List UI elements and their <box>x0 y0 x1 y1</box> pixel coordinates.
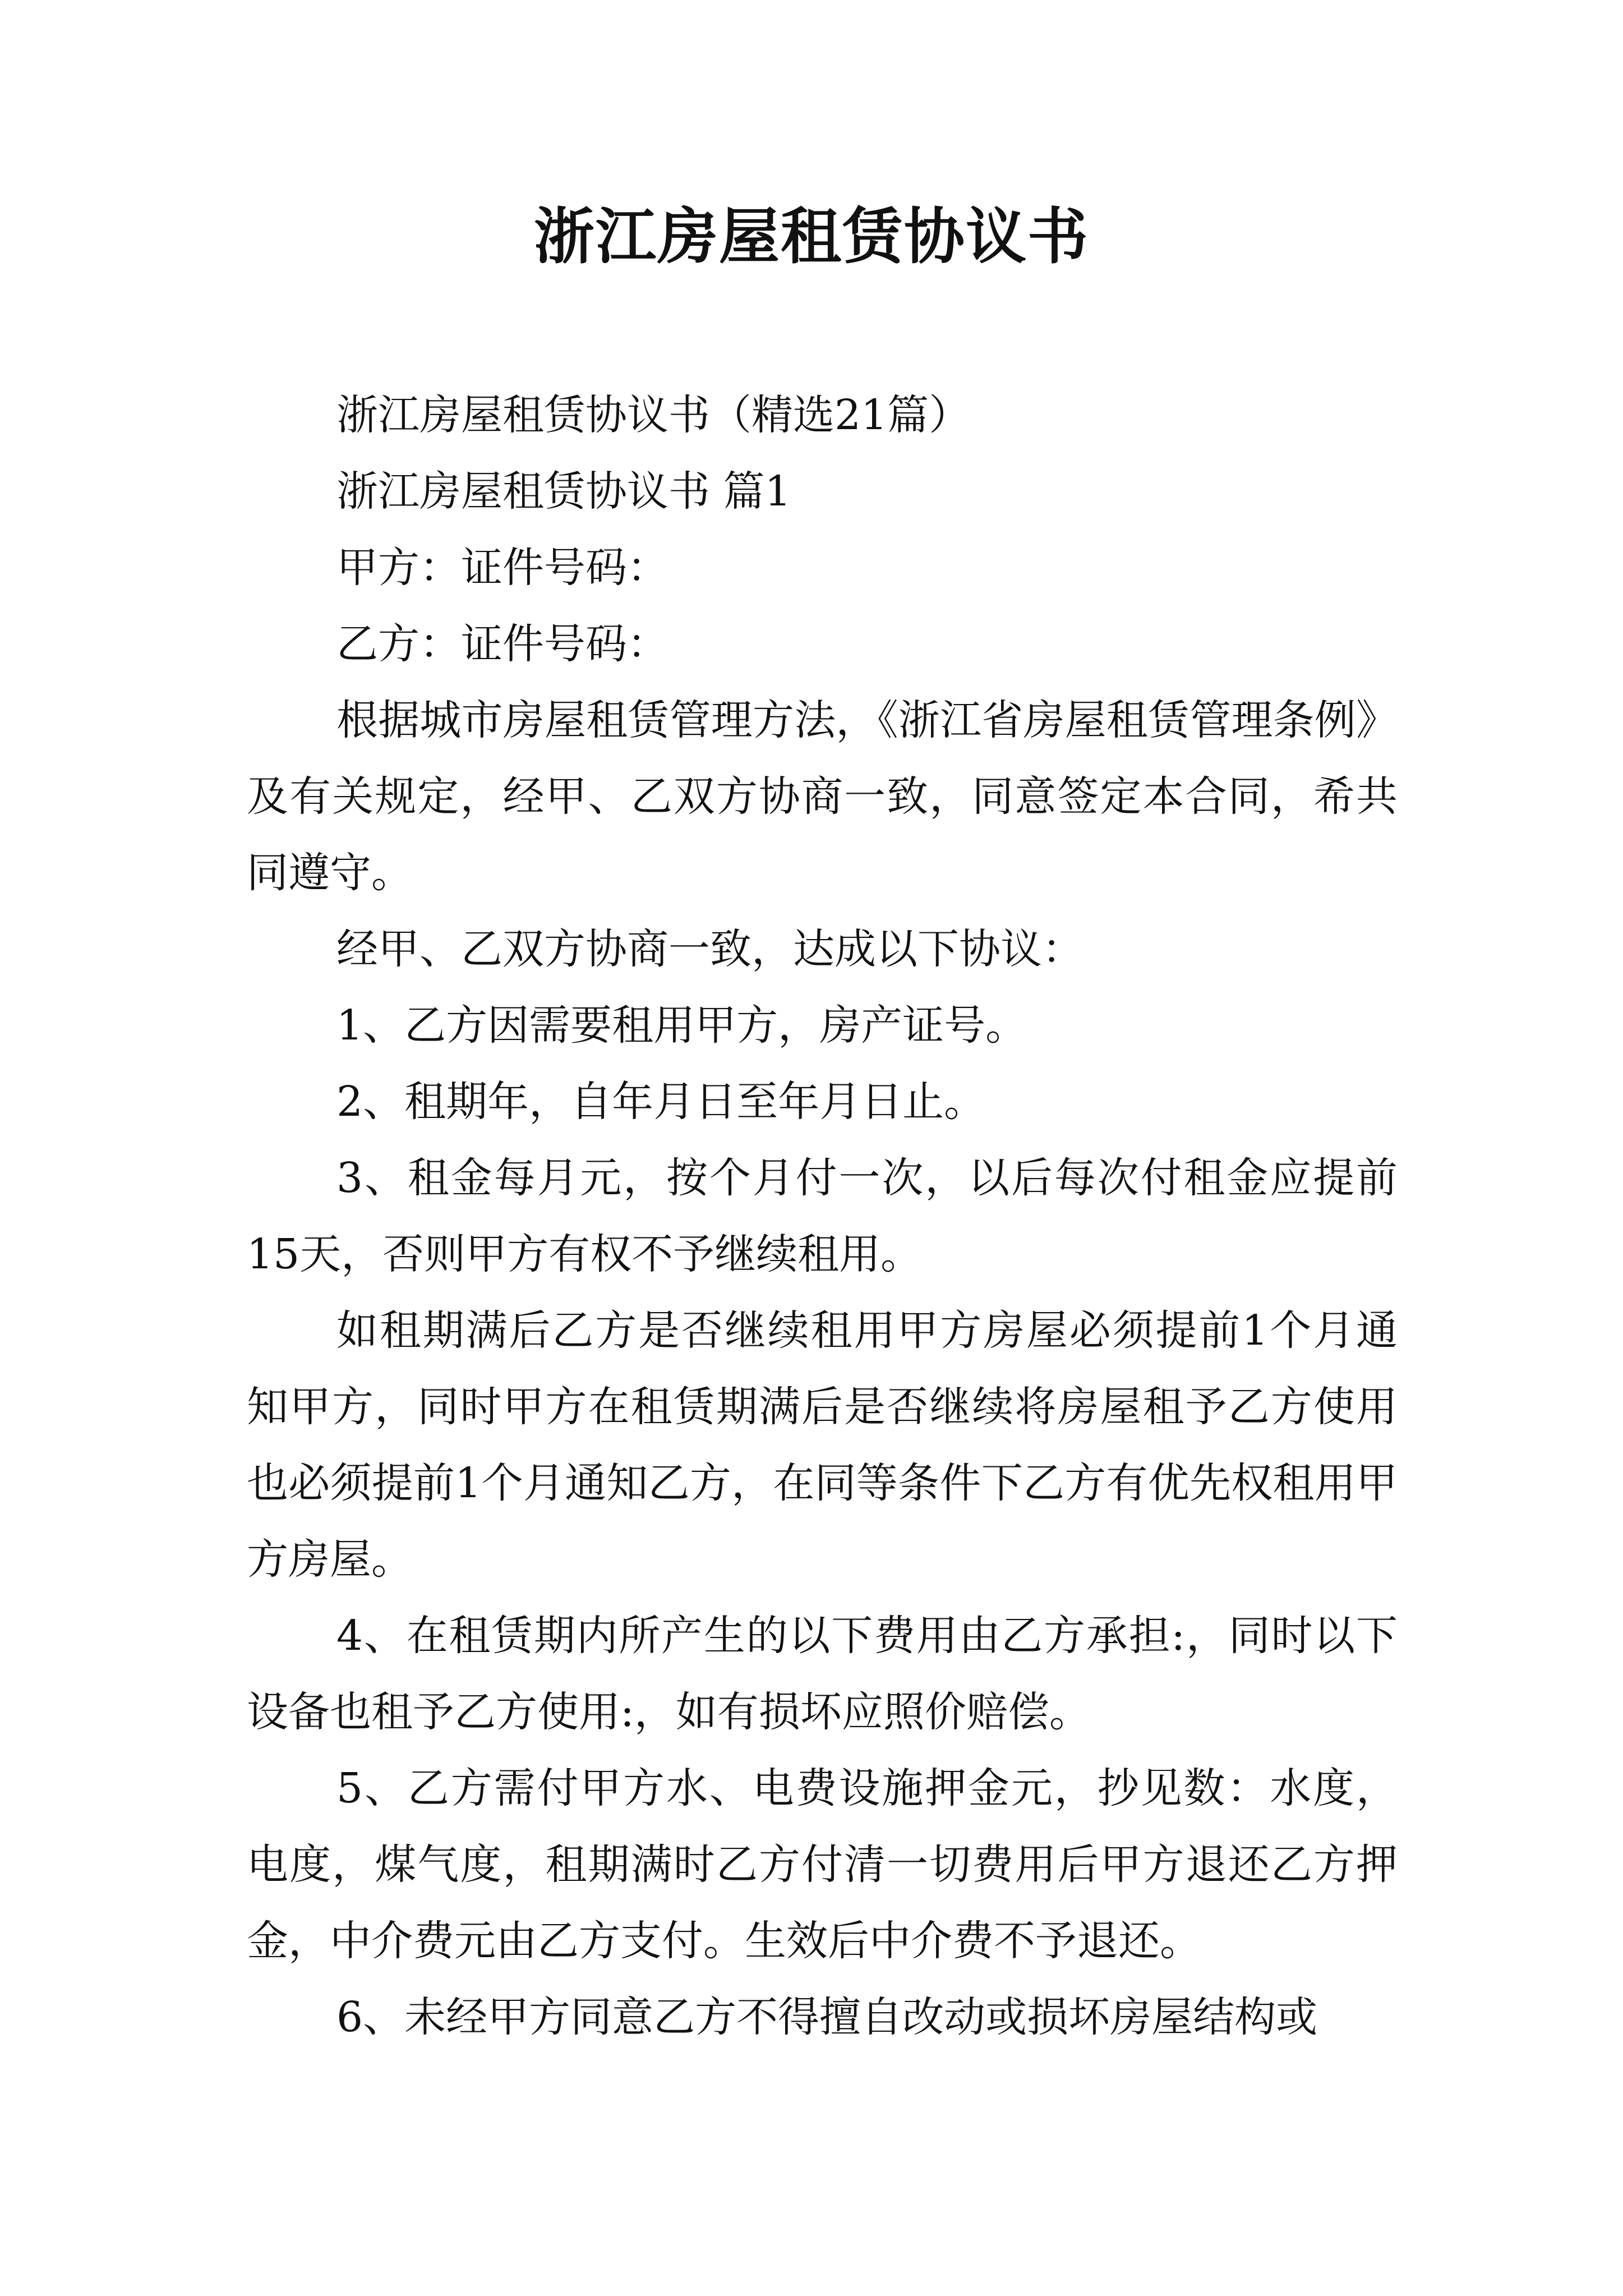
paragraph-clause-4: 4、在租赁期内所产生的以下费用由乙方承担:，同时以下设备也租予乙方使用:，如有损坏应照价赔偿。 <box>247 1612 1398 1736</box>
paragraph-party-a: 甲方：证件号码： <box>336 544 668 592</box>
paragraph-section-heading: 浙江房屋租赁协议书 篇1 <box>336 467 791 516</box>
document-title: 浙江房屋租赁协议书 <box>533 201 1089 272</box>
paragraph-legal-basis: 根据城市房屋租赁管理方法，《浙江省房屋租赁管理条例》及有关规定，经甲、乙双方协商一致，同意签定本合同，希共同遵守。 <box>247 696 1398 897</box>
paragraph-clause-3: 3、租金每月元，按个月付一次，以后每次付租金应提前15天，否则甲方有权不予继续租用。 <box>247 1154 1398 1278</box>
paragraph-agreement-intro: 经甲、乙双方协商一致，达成以下协议： <box>336 925 1083 973</box>
paragraph-clause-5: 5、乙方需付甲方水、电费设施押金元，抄见数：水度，电度，煤气度，租期满时乙方付清一切费用后甲方退还乙方押金，中介费元由乙方支付。生效后中介费不予退还。 <box>247 1764 1398 1965</box>
paragraph-renewal: 如租期满后乙方是否继续租用甲方房屋必须提前1个月通知甲方，同时甲方在租赁期满后是否继续将房屋租予乙方使用也必须提前1个月通知乙方，在同等条件下乙方有优先权租用甲方房屋。 <box>247 1306 1398 1584</box>
paragraph-subtitle: 浙江房屋租赁协议书（精选21篇） <box>336 391 971 439</box>
paragraph-party-b: 乙方：证件号码： <box>336 620 668 668</box>
paragraph-clause-1: 1、乙方因需要租用甲方，房产证号。 <box>336 1001 1027 1050</box>
document-body <box>247 377 1398 2055</box>
paragraph-clause-6: 6、未经甲方同意乙方不得擅自改动或损坏房屋结构或 <box>336 1993 1318 2041</box>
paragraph-clause-2: 2、租期年，自年月日至年月日止。 <box>336 1078 986 1126</box>
